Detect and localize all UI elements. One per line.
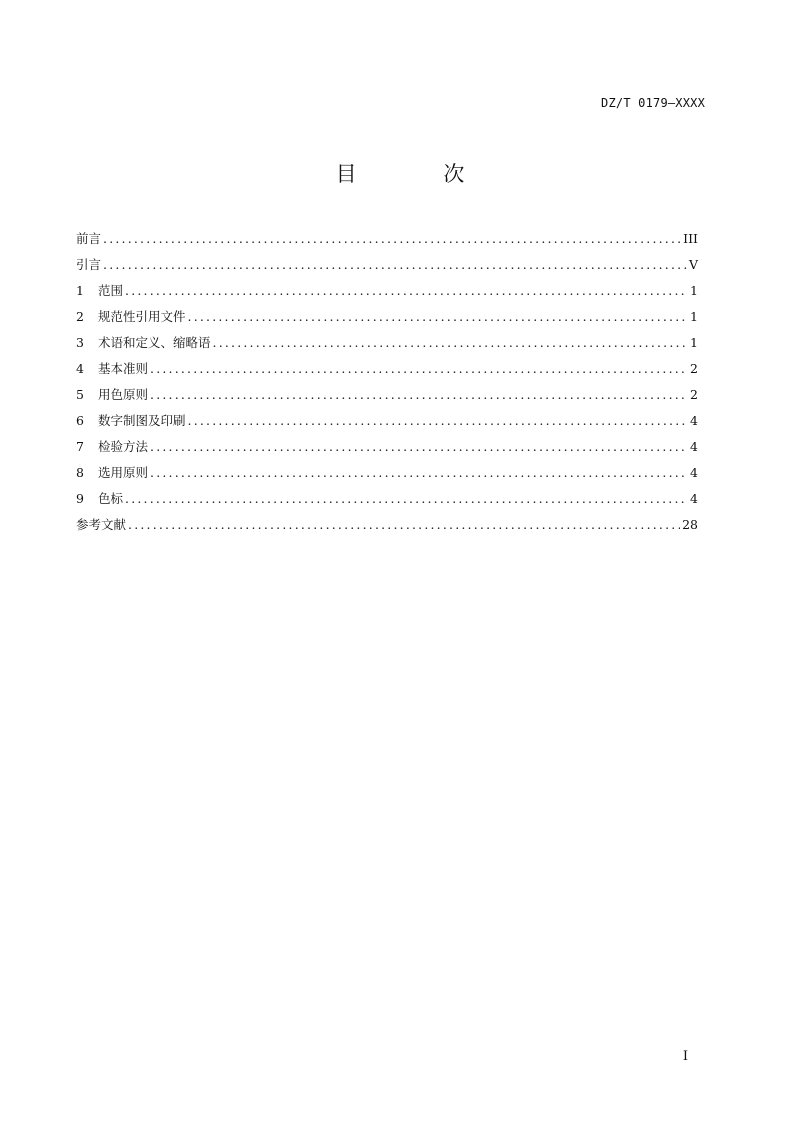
toc-entry-label: 基本准则 bbox=[98, 361, 149, 376]
toc-entry-page: 2 bbox=[690, 361, 698, 376]
toc-entry-page: 1 bbox=[690, 283, 698, 298]
toc-entry-8[interactable] bbox=[76, 463, 698, 489]
toc-entry-label: 前言 bbox=[76, 231, 102, 246]
toc-entry-label: 术语和定义、缩略语 bbox=[98, 335, 211, 350]
toc-entry-number: 2 bbox=[76, 309, 84, 324]
toc-entry-label: 参考文献 bbox=[76, 517, 127, 532]
toc-entry-page: 4 bbox=[690, 491, 698, 506]
toc-entry-label: 规范性引用文件 bbox=[98, 309, 186, 324]
toc-entry-page: 4 bbox=[690, 465, 698, 480]
toc-entry-number: 5 bbox=[76, 387, 84, 402]
toc-entry-number: 1 bbox=[76, 283, 84, 298]
toc-entry-page: III bbox=[683, 231, 698, 246]
toc-entry-introduction[interactable] bbox=[76, 255, 698, 281]
toc-entry-3[interactable] bbox=[76, 333, 698, 359]
toc-entry-label: 引言 bbox=[76, 257, 102, 272]
toc-leader-dots bbox=[125, 281, 688, 301]
toc-leader-dots bbox=[150, 463, 688, 483]
toc-entry-number: 6 bbox=[76, 413, 84, 428]
toc-leader-dots bbox=[150, 385, 688, 405]
toc-leader-dots bbox=[150, 359, 688, 379]
toc-entry-references[interactable] bbox=[76, 515, 698, 541]
document-code: DZ/T 0179—XXXX bbox=[601, 96, 705, 110]
toc-entry-label: 检验方法 bbox=[98, 439, 149, 454]
toc-entry-page: V bbox=[688, 257, 698, 272]
page-number: I bbox=[682, 1049, 688, 1064]
table-of-contents bbox=[76, 229, 698, 541]
toc-entry-label: 数字制图及印刷 bbox=[98, 413, 186, 428]
toc-entry-page: 1 bbox=[690, 309, 698, 324]
toc-entry-label: 范围 bbox=[98, 283, 124, 298]
toc-entry-page: 28 bbox=[682, 517, 698, 532]
toc-entry-foreword[interactable] bbox=[76, 229, 698, 255]
toc-entry-page: 1 bbox=[690, 335, 698, 350]
toc-entry-page: 2 bbox=[690, 387, 698, 402]
toc-entry-number: 7 bbox=[76, 439, 84, 454]
page-title: 目 次 bbox=[335, 162, 505, 186]
toc-entry-number: 4 bbox=[76, 361, 84, 376]
toc-leader-dots bbox=[128, 515, 680, 535]
toc-entry-9[interactable] bbox=[76, 489, 698, 515]
toc-leader-dots bbox=[188, 307, 689, 327]
toc-entry-label: 选用原则 bbox=[98, 465, 149, 480]
toc-entry-label: 用色原则 bbox=[98, 387, 149, 402]
toc-leader-dots bbox=[188, 411, 689, 431]
toc-leader-dots bbox=[125, 489, 688, 509]
toc-entry-number: 9 bbox=[76, 491, 84, 506]
toc-leader-dots bbox=[103, 255, 687, 275]
toc-leader-dots bbox=[213, 333, 689, 353]
toc-leader-dots bbox=[103, 229, 681, 249]
toc-entry-5[interactable] bbox=[76, 385, 698, 411]
toc-entry-number: 8 bbox=[76, 465, 84, 480]
toc-leader-dots bbox=[150, 437, 688, 457]
toc-entry-6[interactable] bbox=[76, 411, 698, 437]
toc-entry-number: 3 bbox=[76, 335, 84, 350]
toc-entry-1[interactable] bbox=[76, 281, 698, 307]
toc-entry-label: 色标 bbox=[98, 491, 124, 506]
toc-entry-page: 4 bbox=[690, 439, 698, 454]
toc-entry-7[interactable] bbox=[76, 437, 698, 463]
toc-entry-page: 4 bbox=[690, 413, 698, 428]
toc-entry-4[interactable] bbox=[76, 359, 698, 385]
toc-entry-2[interactable] bbox=[76, 307, 698, 333]
